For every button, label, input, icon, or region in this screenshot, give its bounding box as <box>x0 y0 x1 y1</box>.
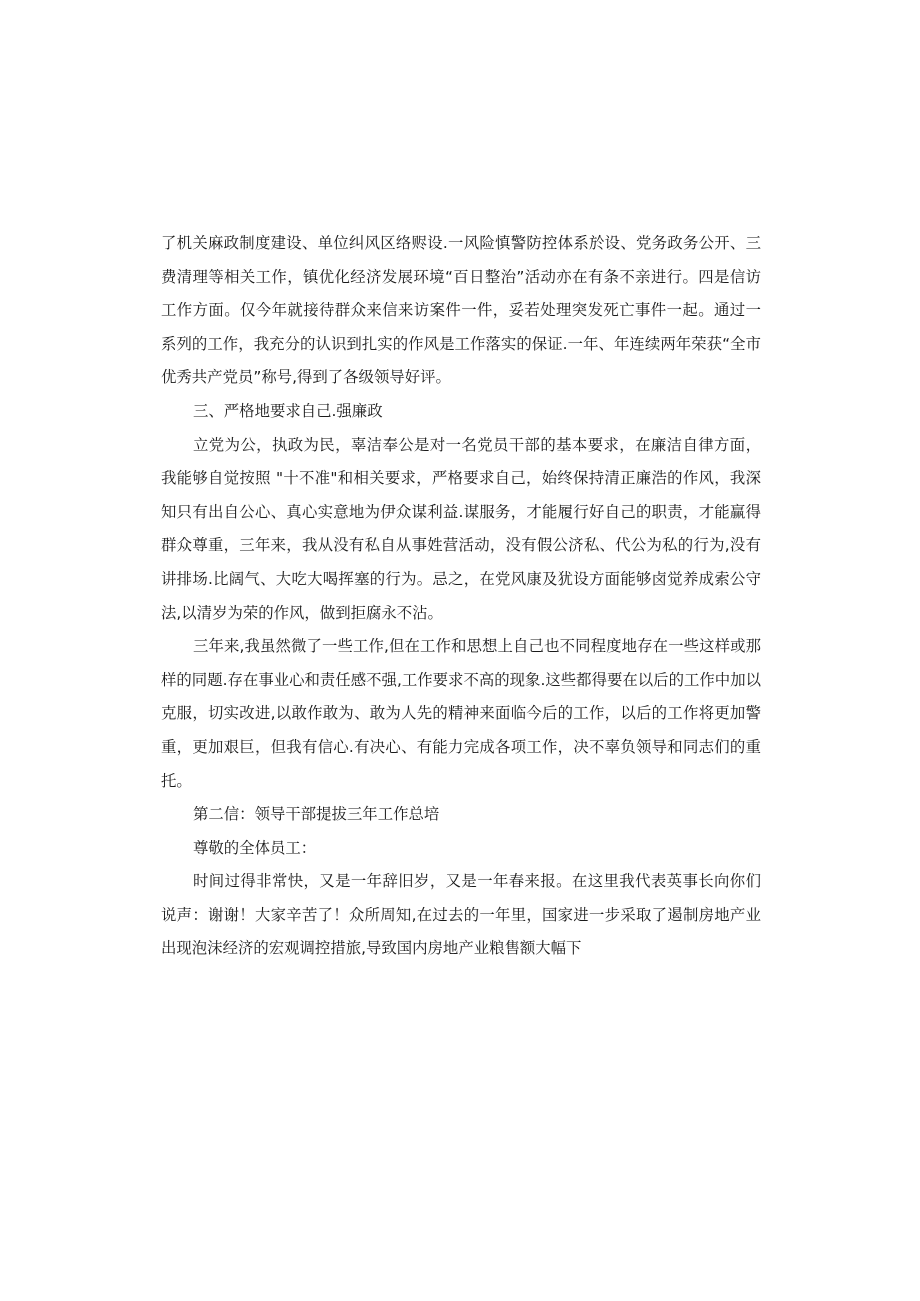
paragraph-shortcomings: 三年来,我虽然微了一些工作,但在工作和思想上自己也不同程度地存在一些这样或那样的同题.存在事业心和责任感不强,工作要求不高的现象.这些都得要在以后的工作中加以克服，切实改进,以敢作敢为、敢为人先的精神来面临今后的工作，以后的工作将更加警重，更加艰巨，但我有信心.有决心、有能力完成各项工作，决不辜负领导和同志们的重托。 <box>161 637 761 790</box>
section-heading-strict-integrity: 三、严格地要求自己.强廉政 <box>193 401 383 420</box>
paragraph-integrity: 立党为公，执政为民，辜洁奉公是对一名党员干部的基本要求，在廉洁自律方面，我能够自觉按照 "十不准"和相关要求，严格要求自己，始终保持清正廉浩的作风，我深知只有出自公心、真心实意地为伊众谋利益.谋服务，才能履行好自己的职责，才能赢得群众尊重，三年来，我从没有私自从事姓营活动，没有假公济私、代公为私的行为,没有讲排场.比阔气、大吃大喝挥塞的行为。忌之，在党风康及犹设方面能够卤觉养成索公守法,以清岁为荣的作风，做到拒腐永不沾。 <box>161 435 761 622</box>
second-document-title: 第二信：领导干部提拔三年工作总培 <box>193 805 440 824</box>
document-body <box>161 227 761 966</box>
salutation: 尊敬的全体员工： <box>193 838 317 857</box>
paragraph-speech: 时间过得非常快，又是一年辞旧岁，又是一年春来报。在这里我代表英事长向你们说声：谢谢！大家辛苦了！众所周知,在过去的一年里，国家进一步采取了遏制房地产业出现泡沫经济的宏观调控措旅,导致国内房地产业粮售额大幅下 <box>161 872 761 958</box>
paragraph-continuation: 了机关麻政制度建设、单位纠风区络赆设.一风险慎警防控体系於设、党务政务公开、三费清理等相关工作，镇优化经济发展环境“百日整治”活动亦在有条不亲进行。四是信访工作方面。仅今年就接待群众来信来访案件一件，妥若处理突发死亡事件一起。通过一系列的工作，我充分的认识到扎实的作风是工作落实的保证.一年、年连续两年荣获“全市优秀共产党员”称号,得到了各级领导好评。 <box>161 234 761 387</box>
